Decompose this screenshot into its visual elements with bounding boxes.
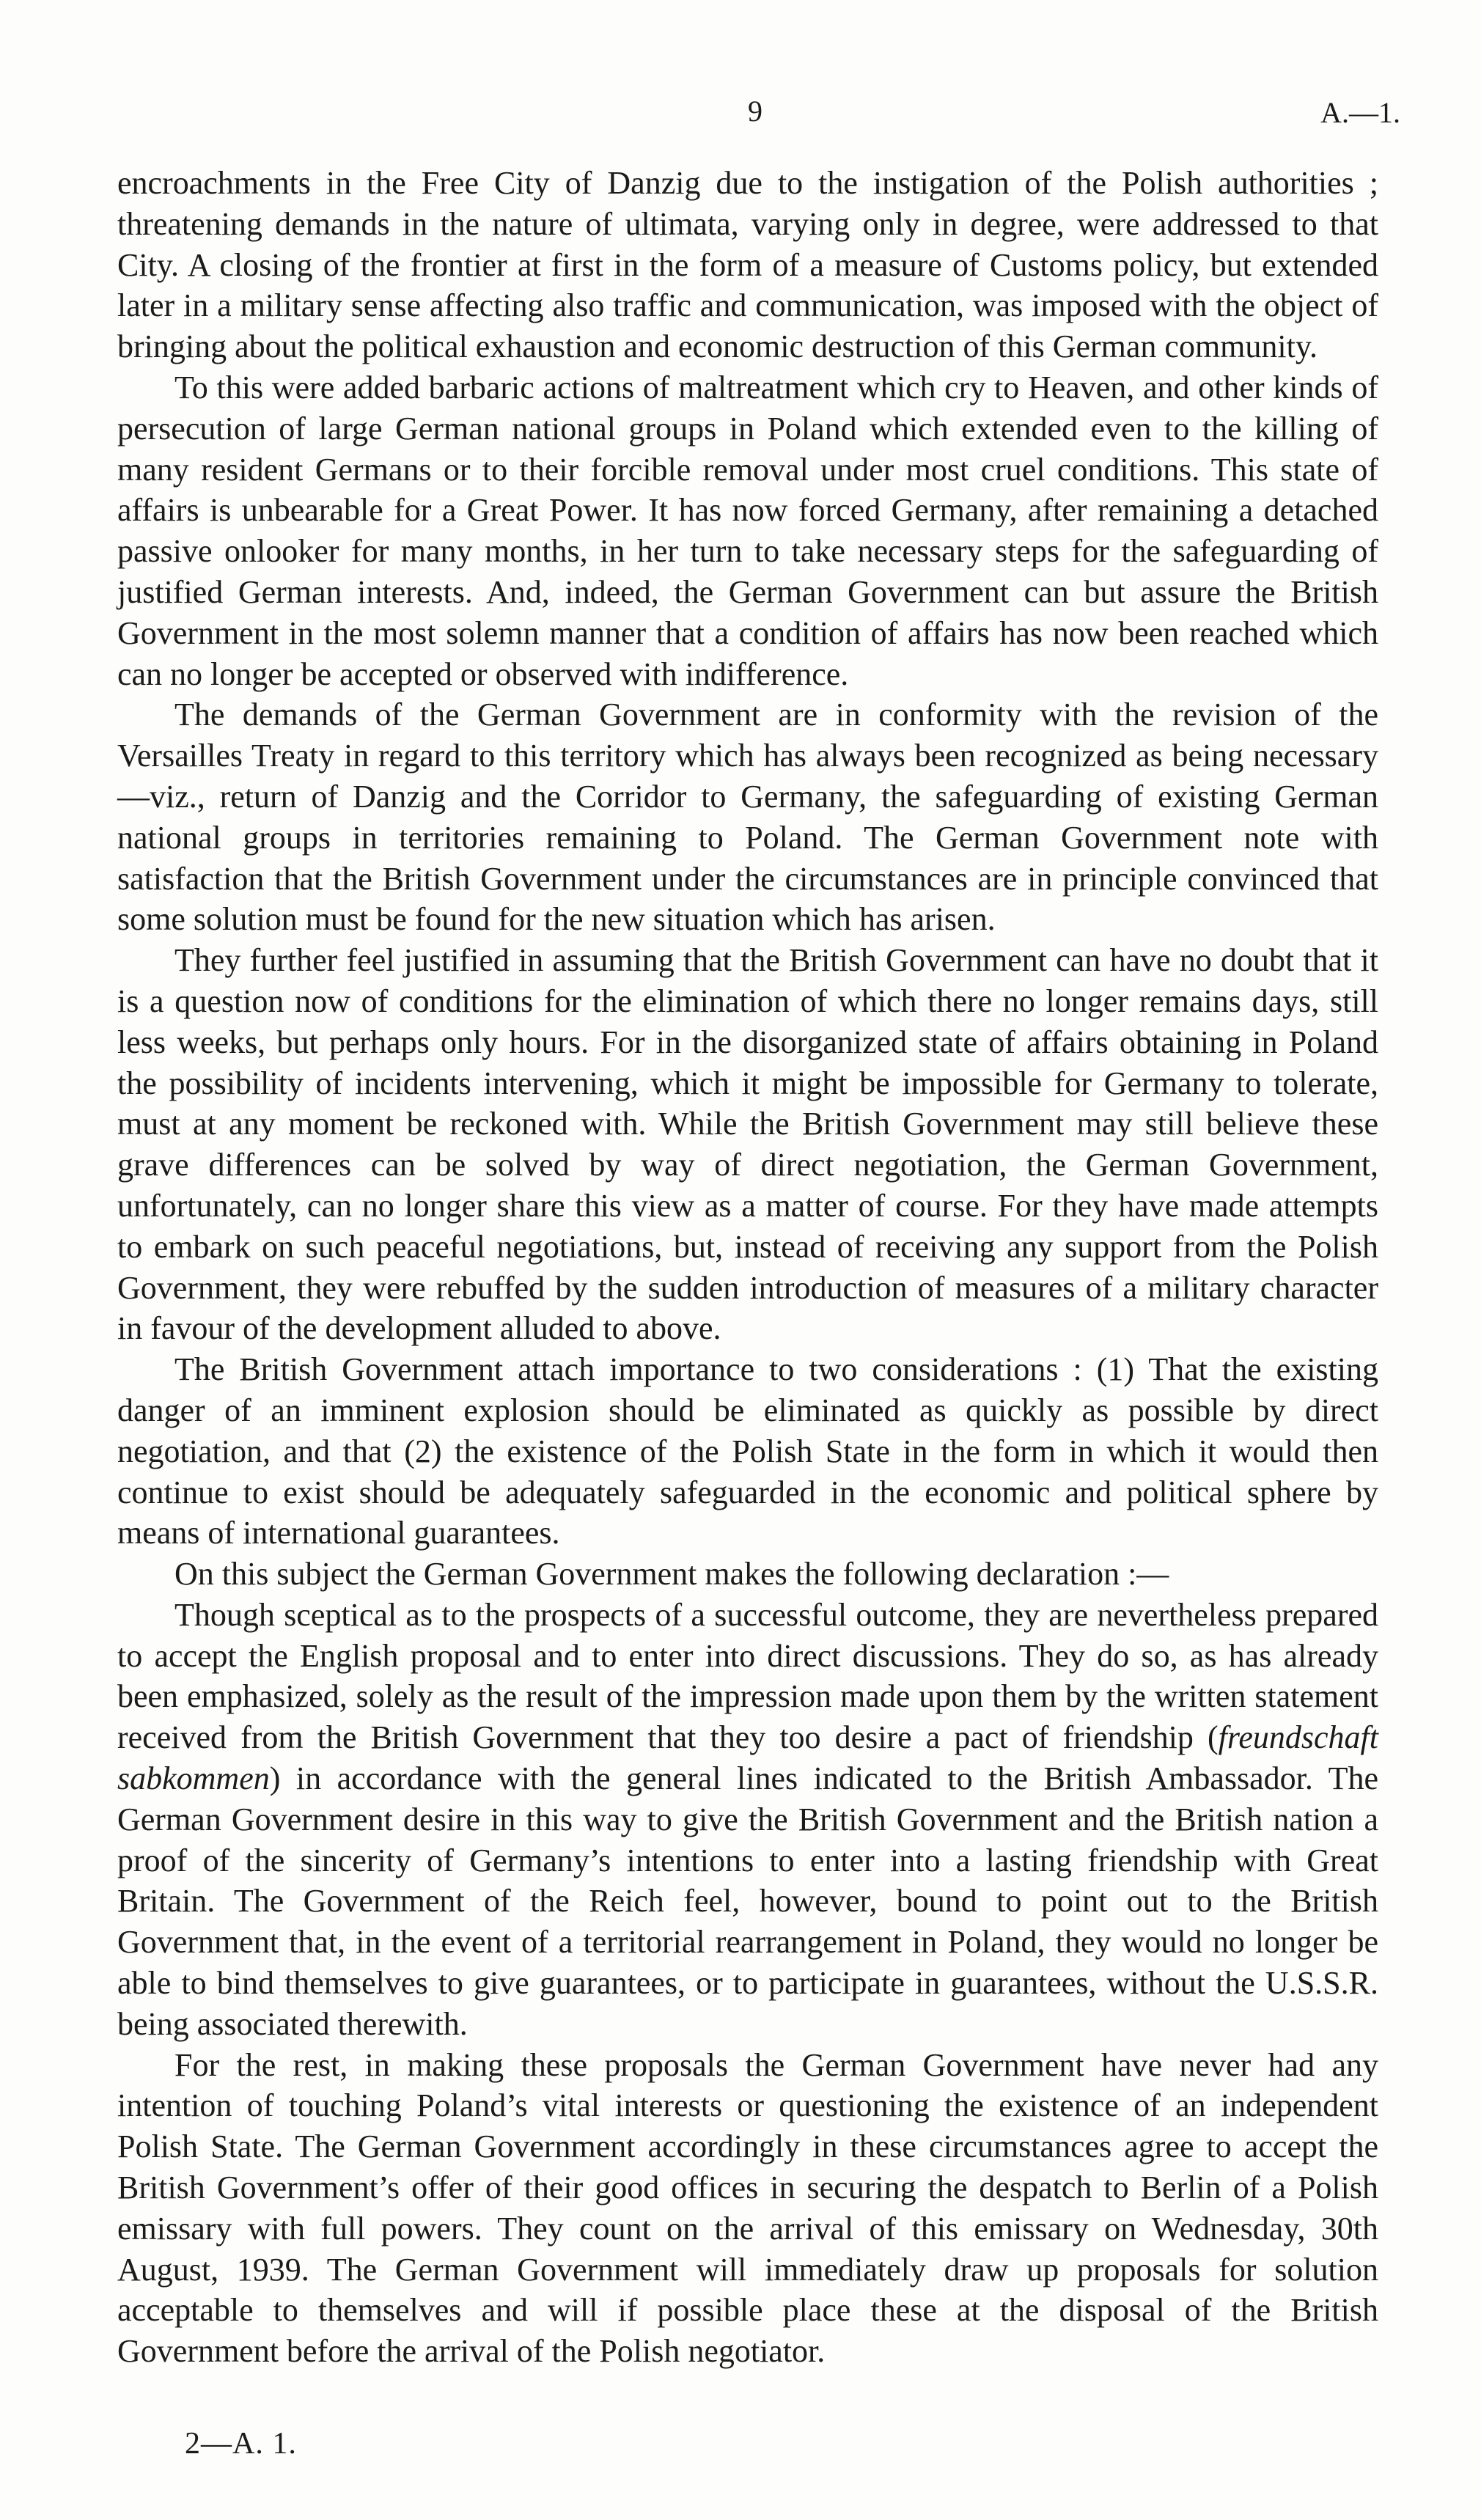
- paragraph-persecution: To this were added barbaric actions of maltreatment which cry to Heaven, and other kinds of persecution of large German national groups in Poland which extended even to the killing of many resident Germans or to their forcible removal under most cruel conditions. This state of affairs is unbearable for a Great Power. It has now forced Germany, after remaining a detached passive onlooker for many months, in her turn to take necessary steps for the safeguarding of justified German interests. And, indeed, the German Government can but assure the British Government in the most solemn manner that a condition of affairs has now been reached which can no longer be accepted or observed with indifference.: [117, 369, 1378, 692]
- printer-signature-mark: 2—A. 1.: [185, 2427, 297, 2461]
- paragraph-direct-discussions: [117, 1595, 1378, 2045]
- page-number: 9: [748, 95, 762, 128]
- document-reference: A.—1.: [1320, 96, 1400, 129]
- paragraph-british-considerations: The British Government attach importance to two considerations : (1) That the existing danger of an imminent explosion should be eliminated as quickly as possible by direct negotiation, and that (2) the existence of the Polish State in the form in which it would then continue to exist should be adequately safeguarded in the economic and political sphere by means of international guarantees.: [117, 1351, 1378, 1551]
- italic-term-freundschaft: freundschaft sabkommen: [117, 1719, 1378, 1797]
- paragraph-german-demands: The demands of the German Government are in conformity with the revision of the Versailles Treaty in regard to this territory which has always been recognized as being necessary—viz., return of Danzig and the Corridor to Germany, the safeguarding of existing German national groups in territories remaining to Poland. The German Government note with satisfaction that the British Government under the circumstances are in principle convinced that some solution must be found for the new situation which has arisen.: [117, 697, 1378, 938]
- paragraph-direct-discussions-part-1: Though sceptical as to the prospects of a successful outcome, they are nevertheless prepared to accept the English proposal and to enter into direct discussions. They do so, as has already been emphasized, solely as the result of the impression made upon them by the written statement received from the British Government that they too desire a pact of friendship (: [117, 1596, 1378, 1756]
- paragraph-direct-discussions-part-2: ) in accordance with the general lines indicated to the British Ambassador. The German Government desire in this way to give the British Government and the British nation a proof of the sincerity of Germany’s intentions to enter into a lasting friendship with Great Britain. The Government of the Reich feel, however, bound to point out to the British Government that, in the event of a territorial rearrangement in Poland, they would no longer be able to bind themselves to give guarantees, or to participate in guarantees, without the U.S.S.R. being associated therewith.: [117, 1760, 1378, 2042]
- paragraph-declaration-intro: On this subject the German Government makes the following declaration :—: [174, 1556, 1169, 1593]
- body-text: [117, 163, 1378, 2372]
- paragraph-polish-emissary: For the rest, in making these proposals the German Government have never had any intention of touching Poland’s vital interests or questioning the existence of an independent Polish State. The German Government accordingly in these circumstances agree to accept the British Government’s offer of their good offices in securing the despatch to Berlin of a Polish emissary with full powers. They count on the arrival of this emissary on Wednesday, 30th August, 1939. The German Government will immediately draw up proposals for solution acceptable to themselves and will if possible place these at the disposal of the British Government before the arrival of the Polish negotiator.: [117, 2046, 1378, 2370]
- paragraph-urgency: They further feel justified in assuming that the British Government can have no doubt that it is a question now of conditions for the elimination of which there no longer remains days, still less weeks, but perhaps only hours. For in the disorganized state of affairs obtaining in Poland the possibility of incidents intervening, which it might be impossible for Germany to tolerate, must at any moment be reckoned with. While the British Government may still believe these grave differences can be solved by way of direct negotiation, the German Government, unfortunately, can no longer share this view as a matter of course. For they have made attempts to embark on such peaceful negotiations, but, instead of receiving any support from the Polish Government, they were rebuffed by the sudden introduction of measures of a military character in favour of the development alluded to above.: [117, 942, 1378, 1347]
- paragraph-danzig-encroachments: encroachments in the Free City of Danzig due to the instigation of the Polish authorities ; threatening demands in the nature of ultimata, varying only in degree, were addressed to that City. A closing of the frontier at first in the form of a measure of Customs policy, but extended later in a military sense affecting also traffic and communication, was imposed with the object of bringing about the political exhaustion and economic destruction of this German community.: [117, 165, 1378, 365]
